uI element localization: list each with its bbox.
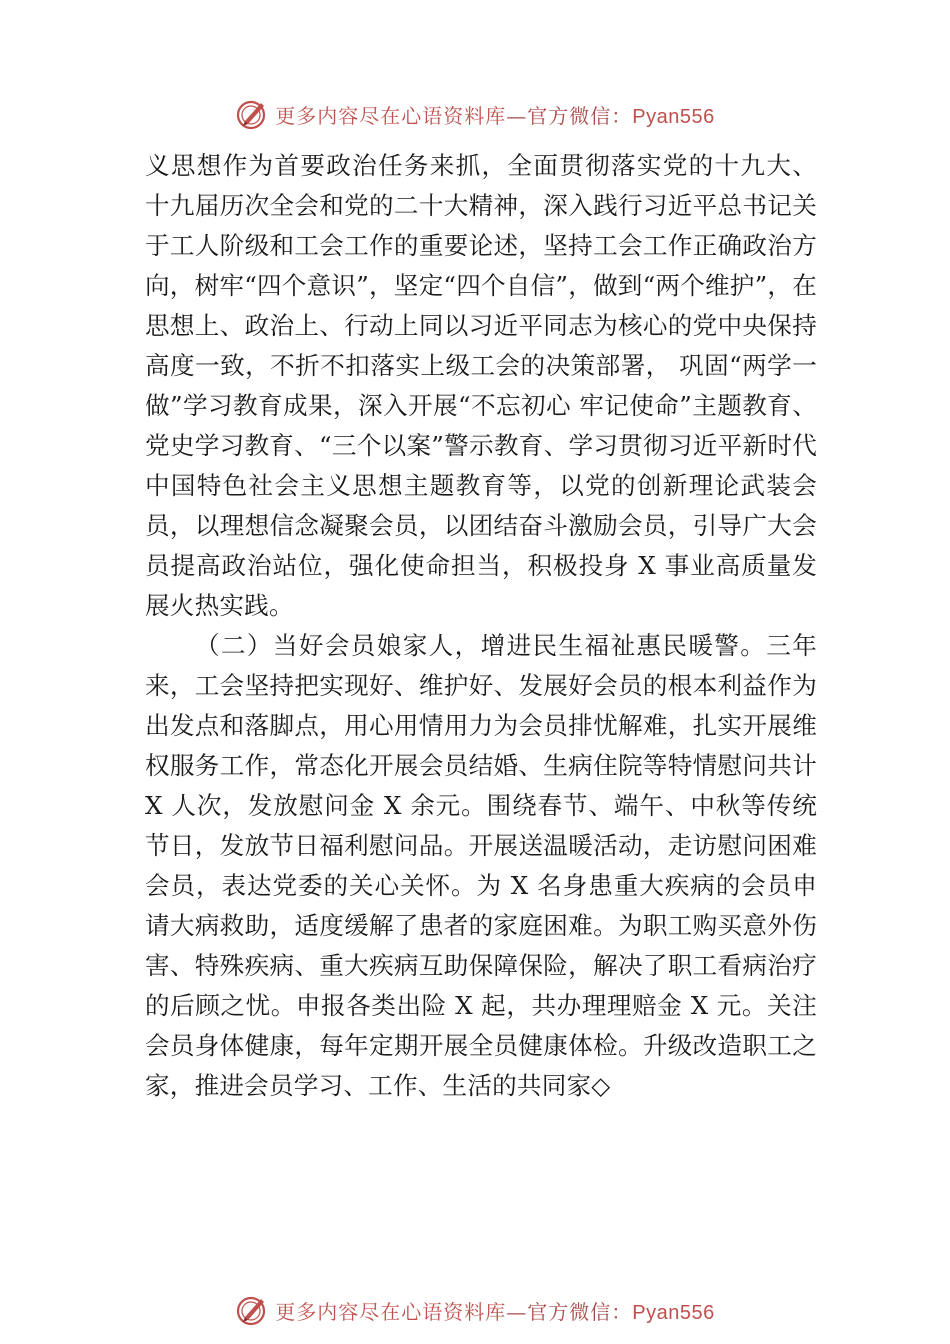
- paragraph-1: 义思想作为首要政治任务来抓，全面贯彻落实党的十九大、 十九届历次全会和党的二十大精神，深入践行习近平总书记关于工人阶级和工会工作的重要论述，坚持工会工作正确政治方向，树牢“四个意识”，坚定“四个自信”，做到“两个维护”，在思想上、政治上、行动上同以习近平同志为核心的党中央保持高度一致，不折不扣落实上级工会的决策部署， 巩固“两学一做”学习教育成果，深入开展“不忘初心 牢记使命”主题教育、党史学习教育、“三个以案”警示教育、学习贯彻习近平新时代中国特色社会主义思想主题教育等，以党的创新理论武装会员，以理想信念凝聚会员，以团结奋斗激励会员，引导广大会员提高政治站位，强化使命担当，积极投身 X 事业高质量发展火热实践。: [145, 151, 817, 620]
- watermark-site-text: 更多内容尽在心语资料库: [275, 1299, 507, 1324]
- watermark-text: [275, 1296, 714, 1325]
- watermark-contact-label: —官方微信：: [506, 1299, 633, 1324]
- watermark-wechat-id: Pyan556: [632, 1301, 715, 1324]
- quill-seal-icon: [235, 97, 269, 131]
- paragraph-2: （二）当好会员娘家人，增进民生福祉惠民暖警。三年来，工会坚持把实现好、维护好、发展好会员的根本利益作为出发点和落脚点，用心用情用力为会员排忧解难，扎实开展维权服务工作，常态化开展会员结婚、生病住院等特情慰问共计 X 人次，发放慰问金 X 余元。围绕春节、端午、中秋等传统节日，发放节日福利慰问品。开展送温暖活动，走访慰问困难会员，表达党委的关心关怀。为 X 名身患重大疾病的会员申请大病救助，适度缓解了患者的家庭困难。为职工购买意外伤害、特殊疾病、重大疾病互助保障保险，解决了职工看病治疗的后顾之忧。申报各类出险 X 起，共办理理赔金 X 元。关注会员身体健康，每年定期开展全员健康体检。升级改造职工之家，推进会员学习、工作、生活的共同家◇: [145, 631, 817, 1100]
- document-body: [145, 146, 817, 1106]
- watermark-site-text: 更多内容尽在心语资料库: [275, 103, 507, 128]
- watermark-wechat-id: Pyan556: [632, 105, 715, 128]
- header-watermark: [0, 94, 950, 134]
- footer-watermark: [0, 1290, 950, 1330]
- quill-seal-icon: [235, 1293, 269, 1327]
- watermark-contact-label: —官方微信：: [506, 103, 633, 128]
- watermark-text: [275, 100, 714, 129]
